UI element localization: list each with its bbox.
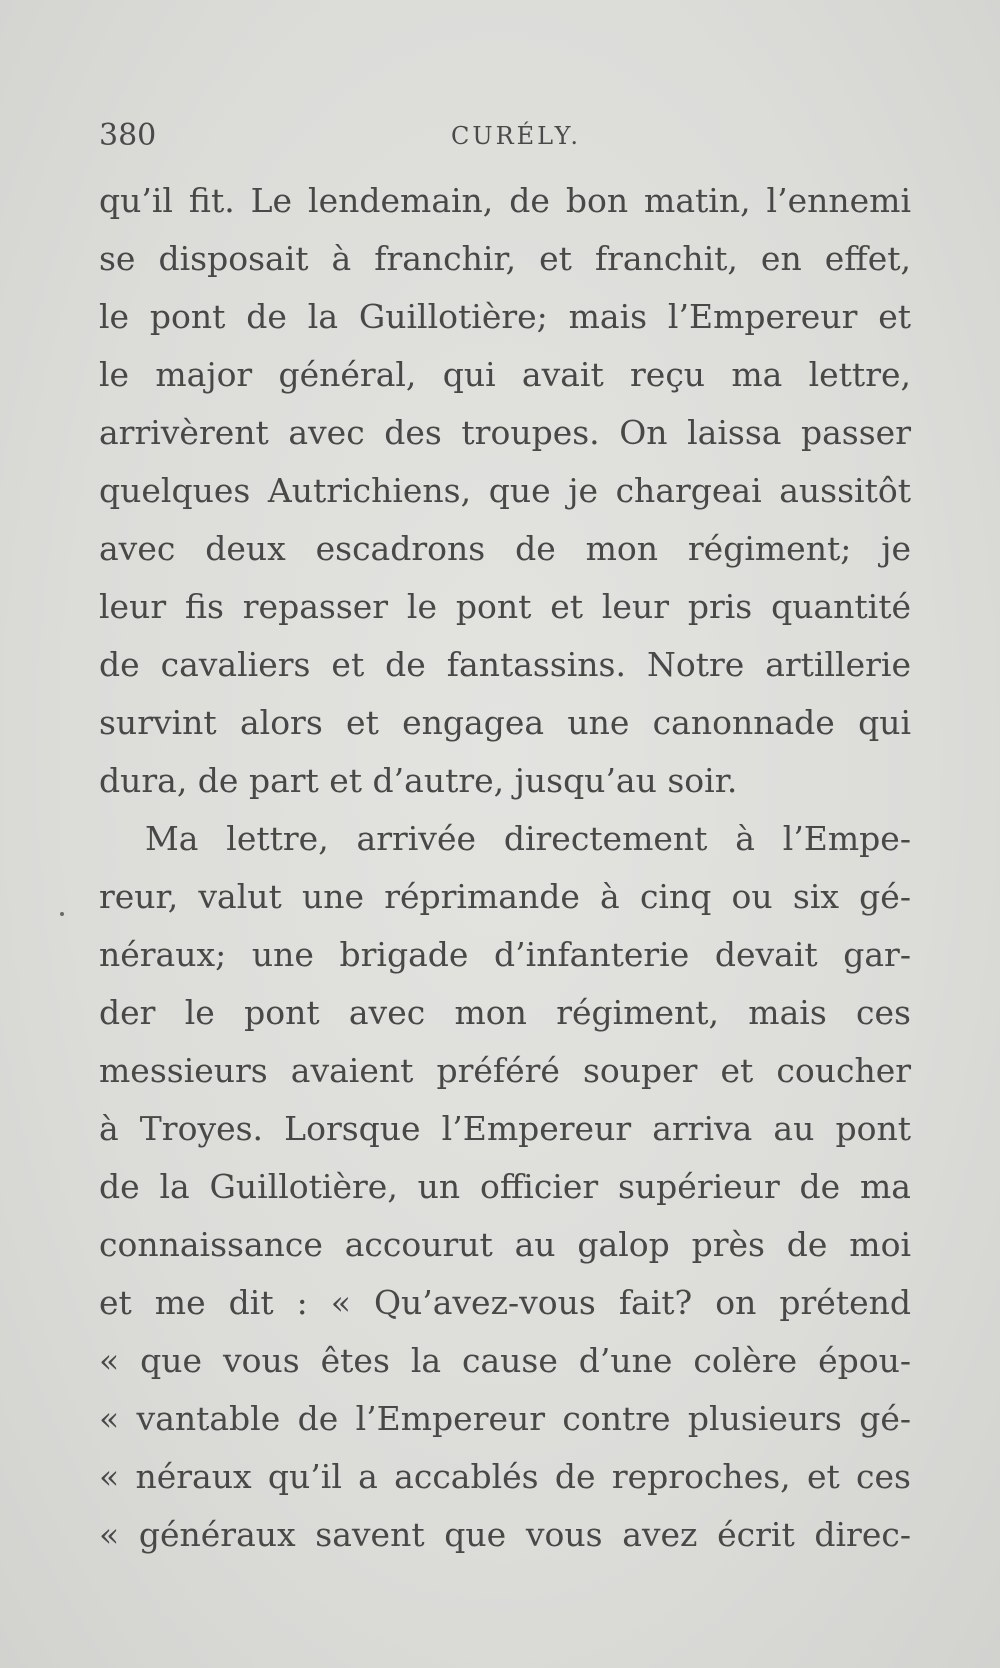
text-line: à Troyes. Lorsque l’Empereur arriva au pont: [99, 1109, 911, 1148]
text-line: de la Guillotière, un officier supérieur de ma: [99, 1167, 911, 1206]
text-line: dura, de part et d’autre, jusqu’au soir.: [99, 761, 738, 800]
text-line: reur, valut une réprimande à cinq ou six gé-: [99, 877, 911, 916]
text-line: le major général, qui avait reçu ma lettre,: [99, 355, 911, 394]
page-number: 380: [99, 118, 157, 153]
text-line: « néraux qu’il a accablés de reproches, et ces: [99, 1457, 911, 1496]
text-line: néraux; une brigade d’infanterie devait gar-: [99, 935, 911, 974]
text-line: arrivèrent avec des troupes. On laissa passer: [99, 413, 911, 452]
body-text: [99, 172, 911, 1564]
paragraph-first-line: Ma lettre, arrivée directement à l’Empe-: [145, 819, 911, 858]
text-line: connaissance accourut au galop près de moi: [99, 1225, 911, 1264]
text-line: « généraux savent que vous avez écrit direc-: [99, 1515, 911, 1554]
text-line: der le pont avec mon régiment, mais ces: [99, 993, 911, 1032]
text-line: quelques Autrichiens, que je chargeai aussitôt: [99, 471, 911, 510]
text-line: se disposait à franchir, et franchit, en effet,: [99, 239, 911, 278]
text-line: messieurs avaient préféré souper et coucher: [99, 1051, 911, 1090]
text-line: et me dit : « Qu’avez-vous fait? on prétend: [99, 1283, 911, 1322]
running-head: [99, 118, 911, 158]
paper-speck: [60, 912, 64, 916]
text-line: survint alors et engagea une canonnade qui: [99, 703, 911, 742]
text-line: avec deux escadrons de mon régiment; je: [99, 529, 911, 568]
running-title: CURÉLY.: [451, 122, 581, 150]
text-line: leur fis repasser le pont et leur pris quantité: [99, 587, 911, 626]
text-line: « vantable de l’Empereur contre plusieurs gé-: [99, 1399, 911, 1438]
text-line: le pont de la Guillotière; mais l’Empereur et: [99, 297, 911, 336]
text-line: « que vous êtes la cause d’une colère épou-: [99, 1341, 911, 1380]
text-line: qu’il fit. Le lendemain, de bon matin, l’ennemi: [99, 181, 911, 220]
text-line: de cavaliers et de fantassins. Notre artillerie: [99, 645, 911, 684]
